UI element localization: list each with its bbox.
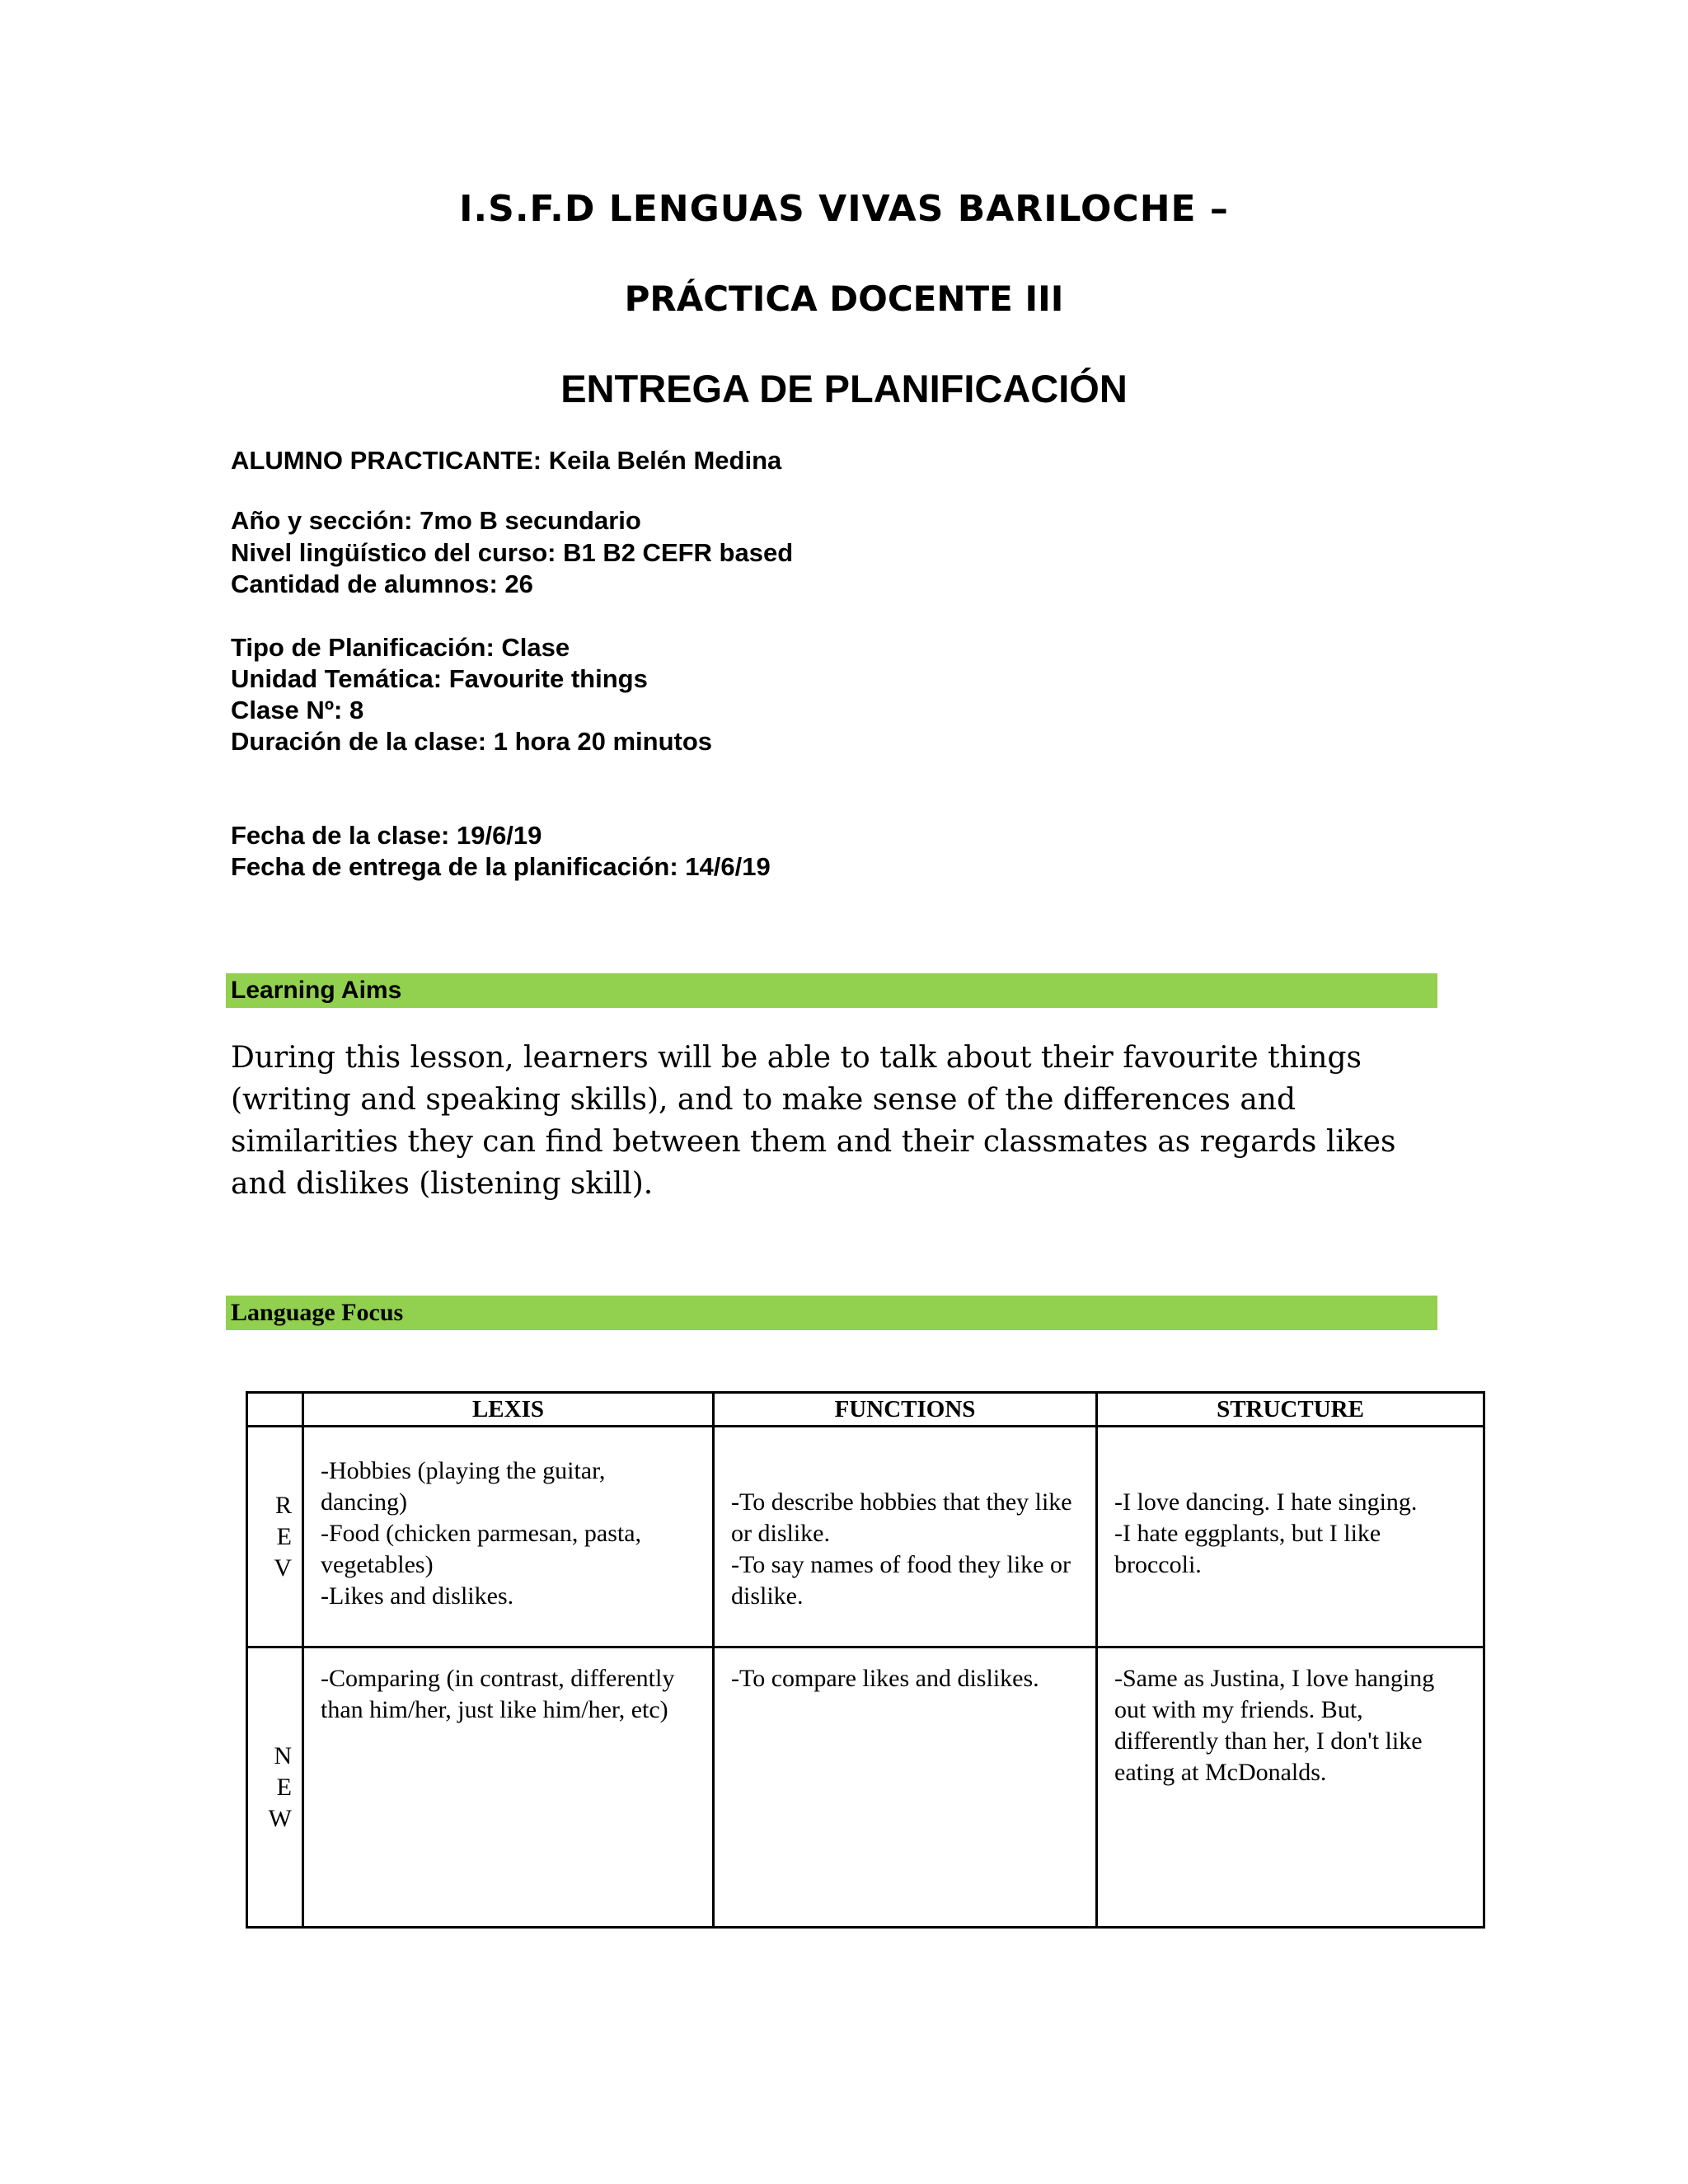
table-cell-line: -I love dancing. I hate singing. <box>1114 1488 1418 1516</box>
new-structure-cell <box>1097 1647 1484 1928</box>
class-duration: Duración de la clase: 1 hora 20 minutos <box>231 727 713 756</box>
table-cell-line: -Hobbies (playing the guitar, dancing) <box>321 1457 606 1516</box>
column-header-functions: FUNCTIONS <box>714 1393 1097 1427</box>
student-name: ALUMNO PRACTICANTE: Keila Belén Medina <box>231 446 782 475</box>
review-structure-cell <box>1097 1427 1484 1647</box>
row-label-review <box>247 1427 303 1647</box>
row-label-letter: E <box>276 1522 292 1550</box>
new-lexis-cell <box>303 1647 714 1928</box>
row-label-letter: V <box>274 1554 292 1582</box>
document-title: ENTREGA DE PLANIFICACIÓN <box>560 367 1128 410</box>
new-functions-cell <box>714 1647 1097 1928</box>
row-label-new <box>247 1647 303 1928</box>
class-date: Fecha de la clase: 19/6/19 <box>231 821 542 850</box>
row-label-letter: W <box>268 1804 292 1832</box>
column-header-blank <box>247 1393 303 1427</box>
row-label-letter: N <box>274 1741 292 1769</box>
learning-aims-heading: Learning Aims <box>231 977 402 1004</box>
thematic-unit: Unidad Temática: Favourite things <box>231 664 648 693</box>
table-row-review <box>247 1427 1484 1647</box>
language-focus-heading-bar <box>226 1296 1437 1330</box>
table-cell-line: -I hate eggplants, but I like broccoli. <box>1114 1520 1381 1578</box>
learning-aims-heading-bar <box>226 973 1437 1008</box>
language-level: Nivel lingüístico del curso: B1 B2 CEFR based <box>231 538 794 567</box>
table-row-new <box>247 1647 1484 1928</box>
column-header-lexis: LEXIS <box>303 1393 714 1427</box>
year-section: Año y sección: 7mo B secundario <box>231 506 641 535</box>
table-cell-line: -Food (chicken parmesan, pasta, vegetables) <box>321 1520 642 1578</box>
language-focus-heading: Language Focus <box>231 1299 404 1326</box>
column-header-structure: STRUCTURE <box>1097 1393 1484 1427</box>
review-lexis-cell <box>303 1427 714 1647</box>
table-header-row <box>247 1393 1484 1427</box>
table-cell-line: -To compare likes and dislikes. <box>731 1665 1039 1692</box>
table-cell-line: -To say names of food they like or dislike. <box>731 1551 1071 1610</box>
course-title: PRÁCTICA DOCENTE III <box>624 279 1064 319</box>
row-label-letter: E <box>276 1773 292 1801</box>
row-label-letter: R <box>274 1491 292 1519</box>
class-number: Clase Nº: 8 <box>231 696 364 724</box>
student-count: Cantidad de alumnos: 26 <box>231 569 533 598</box>
institution-title: I.S.F.D LENGUAS VIVAS BARILOCHE – <box>459 188 1229 230</box>
table-cell-line: -Same as Justina, I love hanging out with my friends. But, differently than her, I don't like eating at McDonalds. <box>1114 1665 1435 1786</box>
submission-date: Fecha de entrega de la planificación: 14/6/19 <box>231 852 771 881</box>
planning-type: Tipo de Planificación: Clase <box>231 633 570 662</box>
table-cell-line: -Comparing (in contrast, differently than him/her, just like him/her, etc) <box>321 1665 675 1723</box>
table-cell-line: -Likes and dislikes. <box>321 1582 514 1610</box>
table-cell-line: -To describe hobbies that they like or dislike. <box>731 1488 1072 1547</box>
language-focus-table <box>246 1391 1485 1929</box>
review-functions-cell <box>714 1427 1097 1647</box>
learning-aims-text: During this lesson, learners will be able to talk about their favourite things (writing and speaking skills), and to make sense of the differences and similarities they can find between them and their classmates as regards likes and dislikes (listening skill). <box>231 1041 1396 1201</box>
